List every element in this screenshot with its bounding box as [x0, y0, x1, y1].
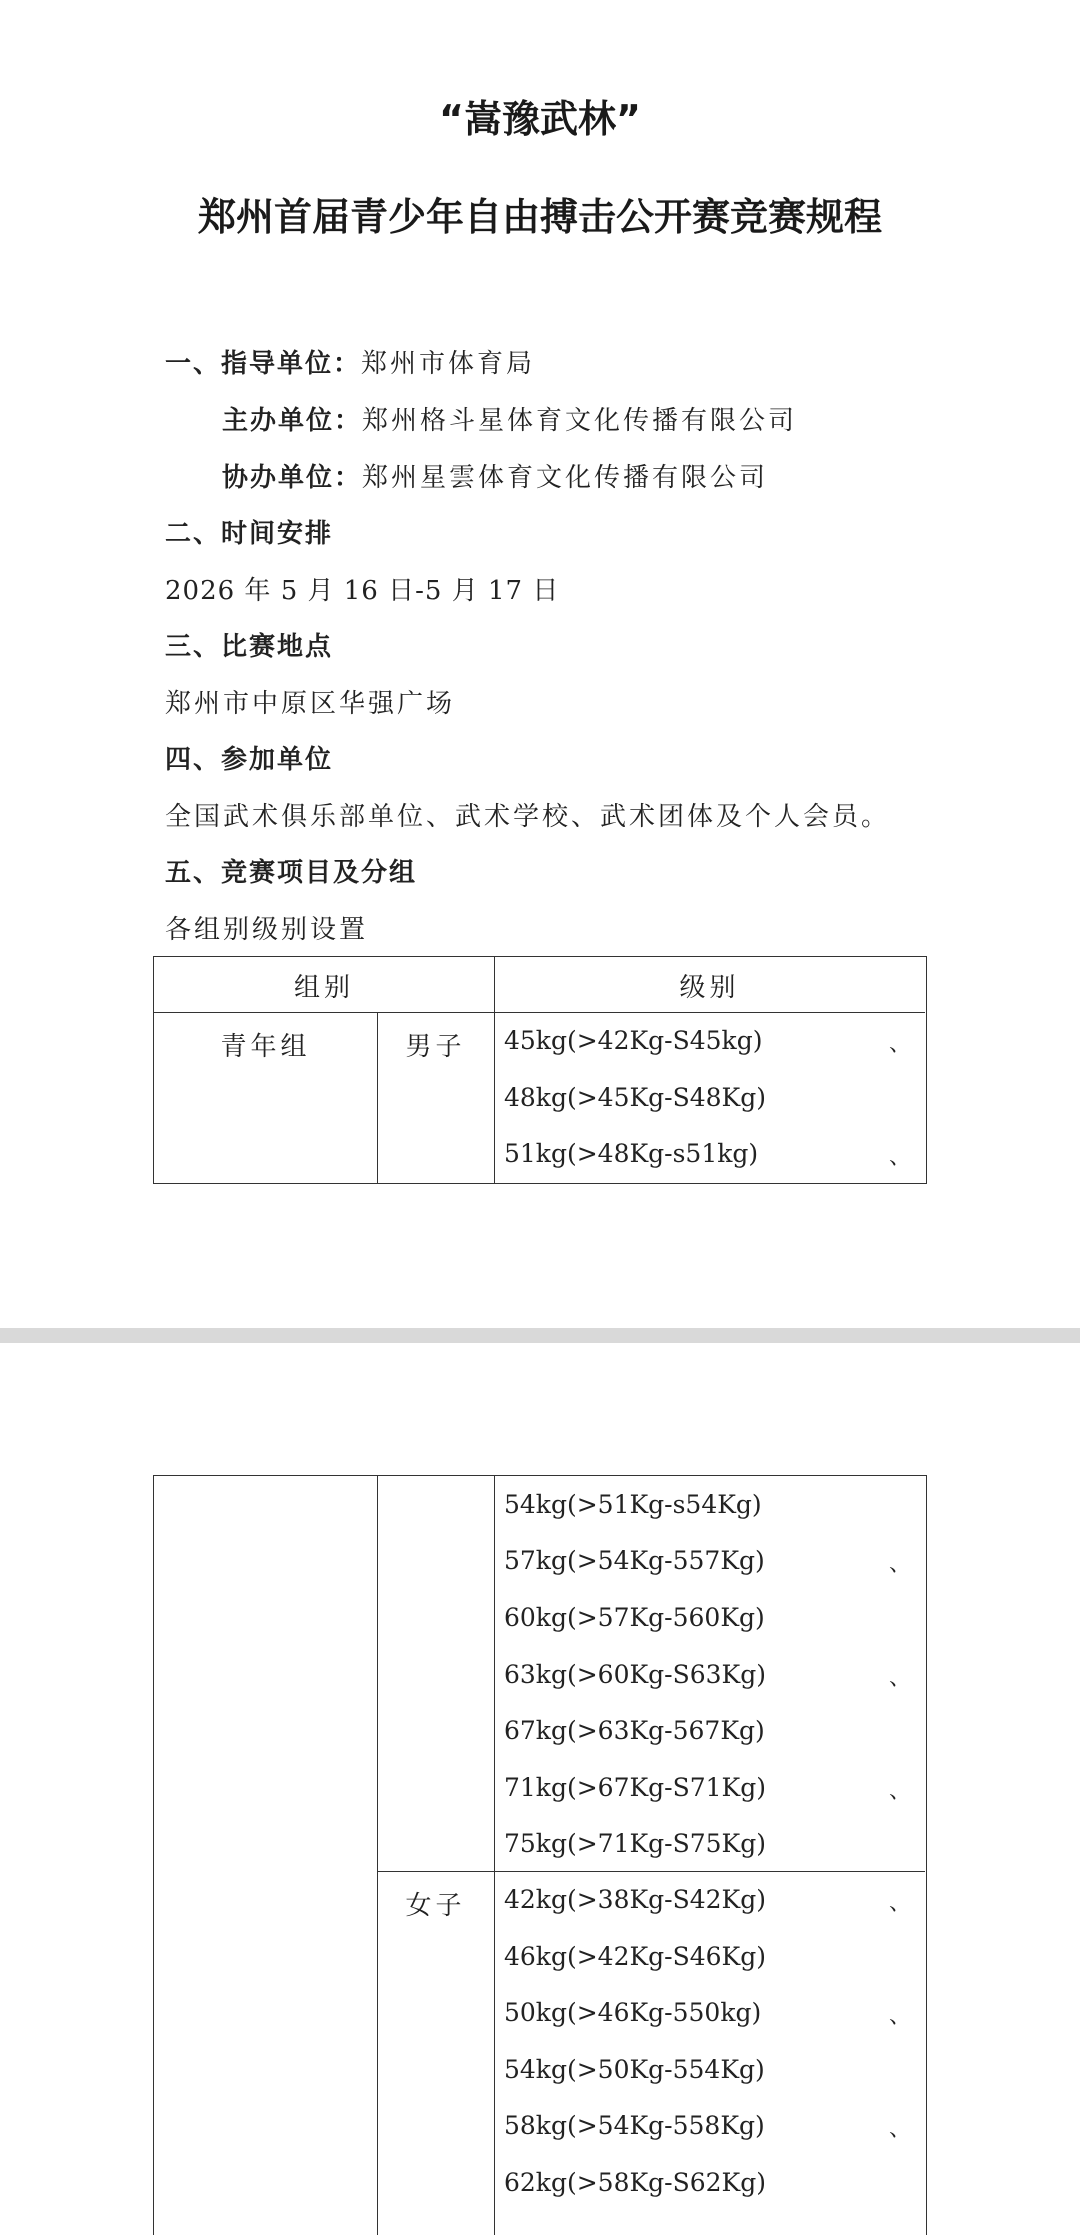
co-host-unit-value: 郑州星雲体育文化传播有限公司 [362, 463, 769, 493]
weight-class-table-part1 [153, 956, 927, 1184]
weight-class: 60kg(>57Kg-560Kg) [504, 1603, 765, 1632]
weight-class-table-part2 [153, 1475, 927, 2235]
co-host-unit-line [222, 457, 768, 494]
list-mark: 、 [889, 1891, 912, 1916]
co-host-unit-label: 协办单位： [222, 463, 363, 493]
page-separator [0, 1328, 1080, 1343]
guiding-unit-value: 郑州市体育局 [361, 349, 536, 379]
document-page-2 [0, 1343, 1080, 2212]
section-3-heading: 三、比赛地点 [165, 632, 334, 662]
weight-class: 63kg(>60Kg-S63Kg) [504, 1660, 766, 1689]
weight-class: 75kg(>71Kg-S75Kg) [504, 1829, 766, 1858]
weight-class: 54kg(>51Kg-s54Kg) [504, 1490, 762, 1519]
section-5-heading: 五、竞赛项目及分组 [165, 858, 418, 888]
list-mark: 、 [889, 2004, 912, 2029]
section-4-heading: 四、参加单位 [165, 745, 334, 775]
schedule-text: 2026 年 5 月 16 日-5 月 17 日 [165, 576, 560, 606]
table-header-level: 级别 [679, 973, 740, 1003]
weight-class: 57kg(>54Kg-557Kg) [504, 1546, 765, 1575]
weight-class: 51kg(>48Kg-s51kg) [504, 1139, 759, 1168]
weight-class: 71kg(>67Kg-S71Kg) [504, 1773, 766, 1802]
youth-group-cell: 青年组 [220, 1032, 311, 1062]
list-mark: 、 [889, 1145, 912, 1170]
weight-class: 67kg(>63Kg-567Kg) [504, 1716, 765, 1745]
host-unit-label: 主办单位： [222, 406, 363, 436]
weight-class: 50kg(>46Kg-550kg) [504, 1998, 762, 2027]
weight-class: 45kg(>42Kg-S45kg) [504, 1026, 763, 1055]
venue-text: 郑州市中原区华强广场 [165, 689, 456, 719]
weight-class: 48kg(>45Kg-S48Kg) [504, 1083, 766, 1112]
table-header-group: 组别 [293, 973, 354, 1003]
weight-class: 42kg(>38Kg-S42Kg) [504, 1885, 766, 1914]
list-mark: 、 [889, 1032, 912, 1057]
section-1-line [165, 343, 535, 380]
host-unit-value: 郑州格斗星体育文化传播有限公司 [362, 406, 798, 436]
participants-text: 全国武术俱乐部单位、武术学校、武术团体及个人会员。 [165, 802, 891, 832]
weight-class: 54kg(>50Kg-554Kg) [504, 2055, 765, 2084]
male-gender-cell: 男子 [405, 1032, 466, 1062]
weight-class: 46kg(>42Kg-S46Kg) [504, 1942, 766, 1971]
guiding-unit-label: 一、指导单位： [165, 349, 362, 379]
group-settings-text: 各组别级别设置 [165, 915, 369, 945]
list-mark: 、 [889, 1552, 912, 1577]
document-title-line1: “嵩豫武林” [439, 97, 641, 141]
section-2-heading: 二、时间安排 [165, 519, 334, 549]
list-mark: 、 [889, 2117, 912, 2142]
female-gender-cell: 女子 [405, 1891, 466, 1921]
weight-class: 62kg(>58Kg-S62Kg) [504, 2168, 766, 2197]
weight-class: 58kg(>54Kg-558Kg) [504, 2111, 765, 2140]
document-title-line2: 郑州首届青少年自由搏击公开赛竞赛规程 [197, 195, 882, 239]
list-mark: 、 [889, 1666, 912, 1691]
list-mark: 、 [889, 1779, 912, 1804]
host-unit-line [222, 400, 797, 437]
